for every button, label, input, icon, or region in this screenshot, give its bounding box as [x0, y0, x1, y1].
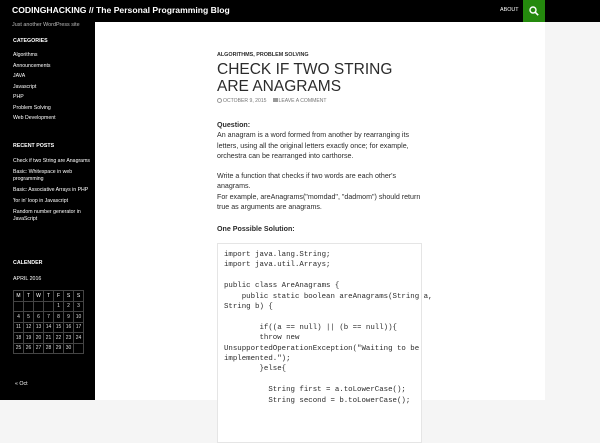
site-title[interactable]: CODINGHACKING // The Personal Programming Blog [12, 5, 230, 15]
calendar-date [74, 343, 84, 354]
calendar-date: 2 [64, 301, 74, 312]
calendar-date: 8 [54, 312, 64, 323]
recent-post-item[interactable]: Basic: Associative Arrays in PHP [13, 187, 89, 193]
calendar-prev-link[interactable]: « Oct [15, 381, 28, 387]
calendar-date: 10 [74, 312, 84, 323]
code-text: import java.lang.String; import java.util.Arrays; public class AreAnagrams { public static boolean areAnagrams(String a, String b) { if((a == null) || (b == null)){ throw new UnsupportedOperationException("Waiting to be implemented."); }else{ String first = a.toLowerCase(); String second = b.toLowerCase(); [224, 251, 433, 405]
calendar-day-label: T [44, 291, 54, 302]
calendar-date: 20 [34, 333, 44, 344]
leave-comment-link[interactable]: LEAVE A COMMENT [278, 98, 327, 104]
calendar-date [24, 301, 34, 312]
recent-post-item[interactable]: Basic: Whitespace in web programming [13, 169, 73, 182]
calendar-caption: APRIL 2016 [13, 276, 42, 282]
calendar-title: CALENDER [13, 260, 43, 266]
post-meta [217, 98, 327, 104]
calendar-date: 5 [24, 312, 34, 323]
calendar-date: 1 [54, 301, 64, 312]
question-paragraph: An anagram is a word formed from another by rearranging its letters, using all the original letters exactly once; for example, orchestra can be rearranged into carthorse. [217, 131, 410, 161]
calendar-week [14, 312, 84, 323]
calendar-date: 28 [44, 343, 54, 354]
calendar-date: 17 [74, 322, 84, 333]
site-header [0, 0, 600, 22]
search-icon [529, 6, 539, 16]
main-content [95, 22, 545, 405]
calendar-date: 6 [34, 312, 44, 323]
site-tagline: Just another WordPress site [12, 22, 80, 28]
question-block [217, 120, 427, 162]
right-gutter [545, 22, 600, 400]
recent-post-item[interactable]: Check if two String are Anagrams [13, 158, 90, 164]
calendar-day-label: M [14, 291, 24, 302]
calendar-date: 26 [24, 343, 34, 354]
post-title[interactable]: CHECK IF TWO STRING ARE ANAGRAMS [217, 61, 393, 95]
clock-icon [217, 98, 222, 103]
calendar-day-label: S [74, 291, 84, 302]
example-paragraph: For example, areAnagrams("momdad", "dadmom") should return true as arguments are anagrams. [217, 193, 421, 212]
calendar-date: 25 [14, 343, 24, 354]
calendar-date [34, 301, 44, 312]
calendar-day-label: S [64, 291, 74, 302]
calendar-date: 19 [24, 333, 34, 344]
code-block [217, 243, 433, 443]
calendar-date: 24 [74, 333, 84, 344]
category-item[interactable]: Algorithms [13, 52, 38, 58]
calendar-week [14, 301, 84, 312]
calendar-date: 29 [54, 343, 64, 354]
calendar-date: 23 [64, 333, 74, 344]
calendar-date: 9 [64, 312, 74, 323]
category-item[interactable]: PHP [13, 94, 24, 100]
question-label: Question: [217, 121, 251, 129]
comment-icon [273, 98, 278, 102]
calendar-date: 22 [54, 333, 64, 344]
search-button[interactable] [523, 0, 545, 22]
calendar-date: 14 [44, 322, 54, 333]
recent-posts-title: RECENT POSTS [13, 143, 55, 149]
category-item[interactable]: Web Development [13, 115, 56, 121]
post-categories[interactable]: ALGORITHMS, PROBLEM SOLVING [217, 52, 309, 58]
calendar-date: 30 [64, 343, 74, 354]
task-paragraph: Write a function that checks if two words are each other's anagrams. [217, 172, 397, 191]
calendar-day-header [14, 291, 84, 302]
calendar-date: 11 [14, 322, 24, 333]
calendar-date: 13 [34, 322, 44, 333]
calendar-date: 3 [74, 301, 84, 312]
post-date[interactable]: OCTOBER 9, 2015 [223, 98, 267, 104]
calendar-date: 4 [14, 312, 24, 323]
category-item[interactable]: Javascript [13, 83, 37, 90]
calendar-date: 15 [54, 322, 64, 333]
solution-label: One Possible Solution: [217, 225, 295, 233]
recent-post-item[interactable]: 'for in' loop in Javascript [13, 198, 69, 204]
recent-posts-list [13, 158, 91, 227]
calendar-date: 16 [64, 322, 74, 333]
calendar-day-label: F [54, 291, 64, 302]
category-item[interactable]: JAVA [13, 73, 26, 79]
calendar-date [44, 301, 54, 312]
calendar-date [14, 301, 24, 312]
calendar-date: 12 [24, 322, 34, 333]
calendar-date: 27 [34, 343, 44, 354]
categories-title: CATEGORIES [13, 38, 48, 44]
categories-list [13, 50, 91, 124]
nav-about-link[interactable]: ABOUT [500, 7, 519, 13]
calendar-week [14, 333, 84, 344]
category-item[interactable]: Announcements [13, 62, 51, 69]
sidebar [0, 22, 95, 400]
calendar-day-label: W [34, 291, 44, 302]
calendar-date: 7 [44, 312, 54, 323]
calendar-date: 18 [14, 333, 24, 344]
calendar-week [14, 322, 84, 333]
calendar-date: 21 [44, 333, 54, 344]
category-item[interactable]: Problem Solving [13, 104, 51, 111]
calendar-week [14, 343, 84, 354]
calendar-table [13, 290, 84, 354]
recent-post-item[interactable]: Random number generator in JavaScript [13, 209, 81, 222]
calendar-day-label: T [24, 291, 34, 302]
